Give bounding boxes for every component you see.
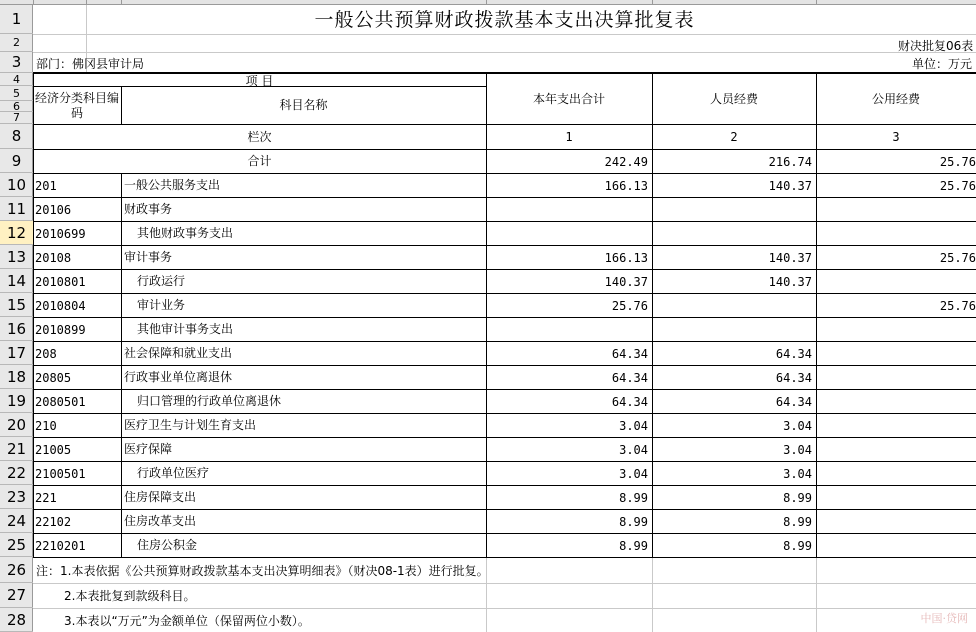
cell-code: 2010699 xyxy=(35,227,86,241)
gridline xyxy=(121,293,122,317)
row-number[interactable]: 26 xyxy=(0,557,33,583)
gridline xyxy=(33,245,976,246)
cell-total: 25.76 xyxy=(611,299,648,313)
gridline xyxy=(121,221,122,245)
cell-code: 210 xyxy=(35,419,57,433)
total-row-total: 242.49 xyxy=(604,155,648,169)
row-number[interactable]: 2 xyxy=(0,34,33,52)
cell-public: 25.76 xyxy=(939,299,976,313)
row-number[interactable]: 16 xyxy=(0,317,33,341)
row-number[interactable]: 28 xyxy=(0,608,33,632)
table-title: 一般公共预算财政拨款基本支出决算批复表 xyxy=(314,9,695,31)
cell-name: 其他审计事务支出 xyxy=(137,322,234,336)
cell-personnel: 140.37 xyxy=(768,275,812,289)
cell-personnel: 3.04 xyxy=(783,443,812,457)
row-number[interactable]: 13 xyxy=(0,245,33,269)
cell-code: 20106 xyxy=(35,203,72,217)
gridline xyxy=(33,557,976,558)
gridline xyxy=(121,461,122,485)
gridline xyxy=(33,269,976,270)
row-number[interactable]: 23 xyxy=(0,485,33,509)
unit-label: 单位：万元 xyxy=(912,57,973,71)
cell-public: 25.76 xyxy=(939,251,976,265)
row-number[interactable]: 12 xyxy=(0,221,33,245)
gridline xyxy=(121,437,122,461)
cell-name: 审计事务 xyxy=(124,250,173,264)
cell-code: 21005 xyxy=(35,443,72,457)
cell-total: 3.04 xyxy=(619,419,648,433)
cell-code: 2080501 xyxy=(35,395,86,409)
cell-personnel: 8.99 xyxy=(783,515,812,529)
cell-personnel: 64.34 xyxy=(775,371,812,385)
cell-code: 2100501 xyxy=(35,467,86,481)
cell-name: 医疗保障 xyxy=(124,442,173,456)
column-index-1: 1 xyxy=(565,130,573,144)
row-number[interactable]: 1 xyxy=(0,5,33,34)
cell-total: 8.99 xyxy=(619,539,648,553)
column-index-3: 3 xyxy=(892,130,900,144)
cell-name: 住房保障支出 xyxy=(124,490,197,504)
row-header-column[interactable] xyxy=(0,5,33,632)
watermark-logo: 中国·贷网 xyxy=(920,612,968,625)
cell-total: 64.34 xyxy=(611,371,648,385)
header-personnel-column: 人员经费 xyxy=(709,92,758,106)
cell-name: 住房公积金 xyxy=(137,538,198,552)
cell-public: 25.76 xyxy=(939,179,976,193)
gridline xyxy=(121,197,122,221)
cell-total: 166.13 xyxy=(604,179,648,193)
cell-personnel: 140.37 xyxy=(768,251,812,265)
row-number[interactable]: 27 xyxy=(0,583,33,608)
cell-personnel: 8.99 xyxy=(783,491,812,505)
total-row-public: 25.76 xyxy=(939,155,976,169)
cell-name: 其他财政事务支出 xyxy=(137,226,234,240)
header-item-group: 项 目 xyxy=(245,74,274,88)
row-number[interactable]: 11 xyxy=(0,197,33,221)
row-number[interactable]: 15 xyxy=(0,293,33,317)
gridline xyxy=(33,52,976,53)
note-1: 注：1.本表依据《公共预算财政拨款基本支出决算明细表》（财决08-1表）进行批复。 xyxy=(36,564,489,578)
gridline xyxy=(121,389,122,413)
cell-code: 20805 xyxy=(35,371,72,385)
gridline xyxy=(33,461,976,462)
column-index-2: 2 xyxy=(730,130,738,144)
row-number[interactable]: 21 xyxy=(0,437,33,461)
cell-code: 2010899 xyxy=(35,323,86,337)
gridline xyxy=(33,509,976,510)
row-number[interactable]: 14 xyxy=(0,269,33,293)
row-number[interactable]: 3 xyxy=(0,52,33,73)
row-number[interactable]: 22 xyxy=(0,461,33,485)
note-3: 3.本表以“万元”为金额单位（保留两位小数）。 xyxy=(64,614,310,628)
gridline xyxy=(121,365,122,389)
cell-total: 140.37 xyxy=(604,275,648,289)
cell-name: 行政单位医疗 xyxy=(137,466,210,480)
cell-total: 3.04 xyxy=(619,443,648,457)
row-number[interactable]: 7 xyxy=(0,112,33,124)
column-index-label: 栏次 xyxy=(247,130,272,144)
header-code-column: 经济分类科目编码 xyxy=(34,91,119,120)
row-number[interactable]: 10 xyxy=(0,173,33,197)
note-2: 2.本表批复到款级科目。 xyxy=(64,589,196,603)
cell-name: 审计业务 xyxy=(137,298,186,312)
gridline xyxy=(121,341,122,365)
header-public-column: 公用经费 xyxy=(871,92,920,106)
cell-name: 行政运行 xyxy=(137,274,186,288)
row-number[interactable]: 20 xyxy=(0,413,33,437)
row-number[interactable]: 8 xyxy=(0,124,33,149)
cell-personnel: 3.04 xyxy=(783,467,812,481)
gridline xyxy=(121,485,122,509)
cell-name: 行政事业单位离退休 xyxy=(124,370,233,384)
cell-name: 一般公共服务支出 xyxy=(124,178,221,192)
gridline xyxy=(33,608,976,609)
cell-total: 64.34 xyxy=(611,395,648,409)
gridline xyxy=(33,533,976,534)
row-number[interactable]: 6 xyxy=(0,101,33,112)
form-code: 财决批复06表 xyxy=(898,39,974,53)
gridline xyxy=(33,365,976,366)
cell-name: 财政事务 xyxy=(124,202,173,216)
gridline xyxy=(33,583,976,584)
cell-personnel: 3.04 xyxy=(783,419,812,433)
gridline xyxy=(33,389,976,390)
gridline xyxy=(121,509,122,533)
gridline xyxy=(121,317,122,341)
cell-personnel: 140.37 xyxy=(768,179,812,193)
department-label: 部门：佛冈县审计局 xyxy=(36,57,145,71)
cell-personnel: 64.34 xyxy=(775,347,812,361)
cell-code: 201 xyxy=(35,179,57,193)
row-number[interactable]: 17 xyxy=(0,341,33,365)
cell-code: 2010804 xyxy=(35,299,86,313)
gridline xyxy=(121,269,122,293)
cell-total: 166.13 xyxy=(604,251,648,265)
cell-code: 2010801 xyxy=(35,275,86,289)
row-number[interactable]: 5 xyxy=(0,86,33,101)
cell-personnel: 8.99 xyxy=(783,539,812,553)
total-row-label: 合计 xyxy=(247,154,272,168)
gridline xyxy=(121,245,122,269)
gridline xyxy=(33,34,976,35)
row-number[interactable]: 19 xyxy=(0,389,33,413)
row-number[interactable]: 4 xyxy=(0,73,33,86)
cell-name: 住房改革支出 xyxy=(124,514,197,528)
cell-total: 8.99 xyxy=(619,515,648,529)
row-number[interactable]: 18 xyxy=(0,365,33,389)
header-name-column: 科目名称 xyxy=(279,98,328,112)
cell-code: 208 xyxy=(35,347,57,361)
row-number[interactable]: 24 xyxy=(0,509,33,533)
cell-total: 8.99 xyxy=(619,491,648,505)
gridline xyxy=(121,533,122,557)
cell-personnel: 64.34 xyxy=(775,395,812,409)
gridline xyxy=(33,173,976,174)
gridline xyxy=(816,557,817,632)
gridline xyxy=(121,413,122,437)
header-total-column: 本年支出合计 xyxy=(532,92,605,106)
row-number[interactable]: 9 xyxy=(0,149,33,173)
gridline xyxy=(33,293,976,294)
gridline xyxy=(33,221,976,222)
cell-code: 20108 xyxy=(35,251,72,265)
gridline xyxy=(33,197,976,198)
gridline xyxy=(33,149,976,150)
cell-code: 2210201 xyxy=(35,539,86,553)
gridline xyxy=(652,557,653,632)
total-row-personnel: 216.74 xyxy=(768,155,812,169)
gridline xyxy=(121,173,122,197)
gridline xyxy=(33,124,976,125)
cell-name: 归口管理的行政单位离退休 xyxy=(137,394,282,408)
gridline xyxy=(33,413,976,414)
gridline xyxy=(33,485,976,486)
cell-name: 医疗卫生与计划生育支出 xyxy=(124,418,257,432)
cell-code: 221 xyxy=(35,491,57,505)
gridline xyxy=(33,437,976,438)
cell-total: 64.34 xyxy=(611,347,648,361)
cell-total: 3.04 xyxy=(619,467,648,481)
spreadsheet-grid[interactable] xyxy=(33,5,976,632)
gridline xyxy=(33,317,976,318)
gridline xyxy=(33,341,976,342)
cell-code: 22102 xyxy=(35,515,72,529)
cell-name: 社会保障和就业支出 xyxy=(124,346,233,360)
row-number[interactable]: 25 xyxy=(0,533,33,557)
